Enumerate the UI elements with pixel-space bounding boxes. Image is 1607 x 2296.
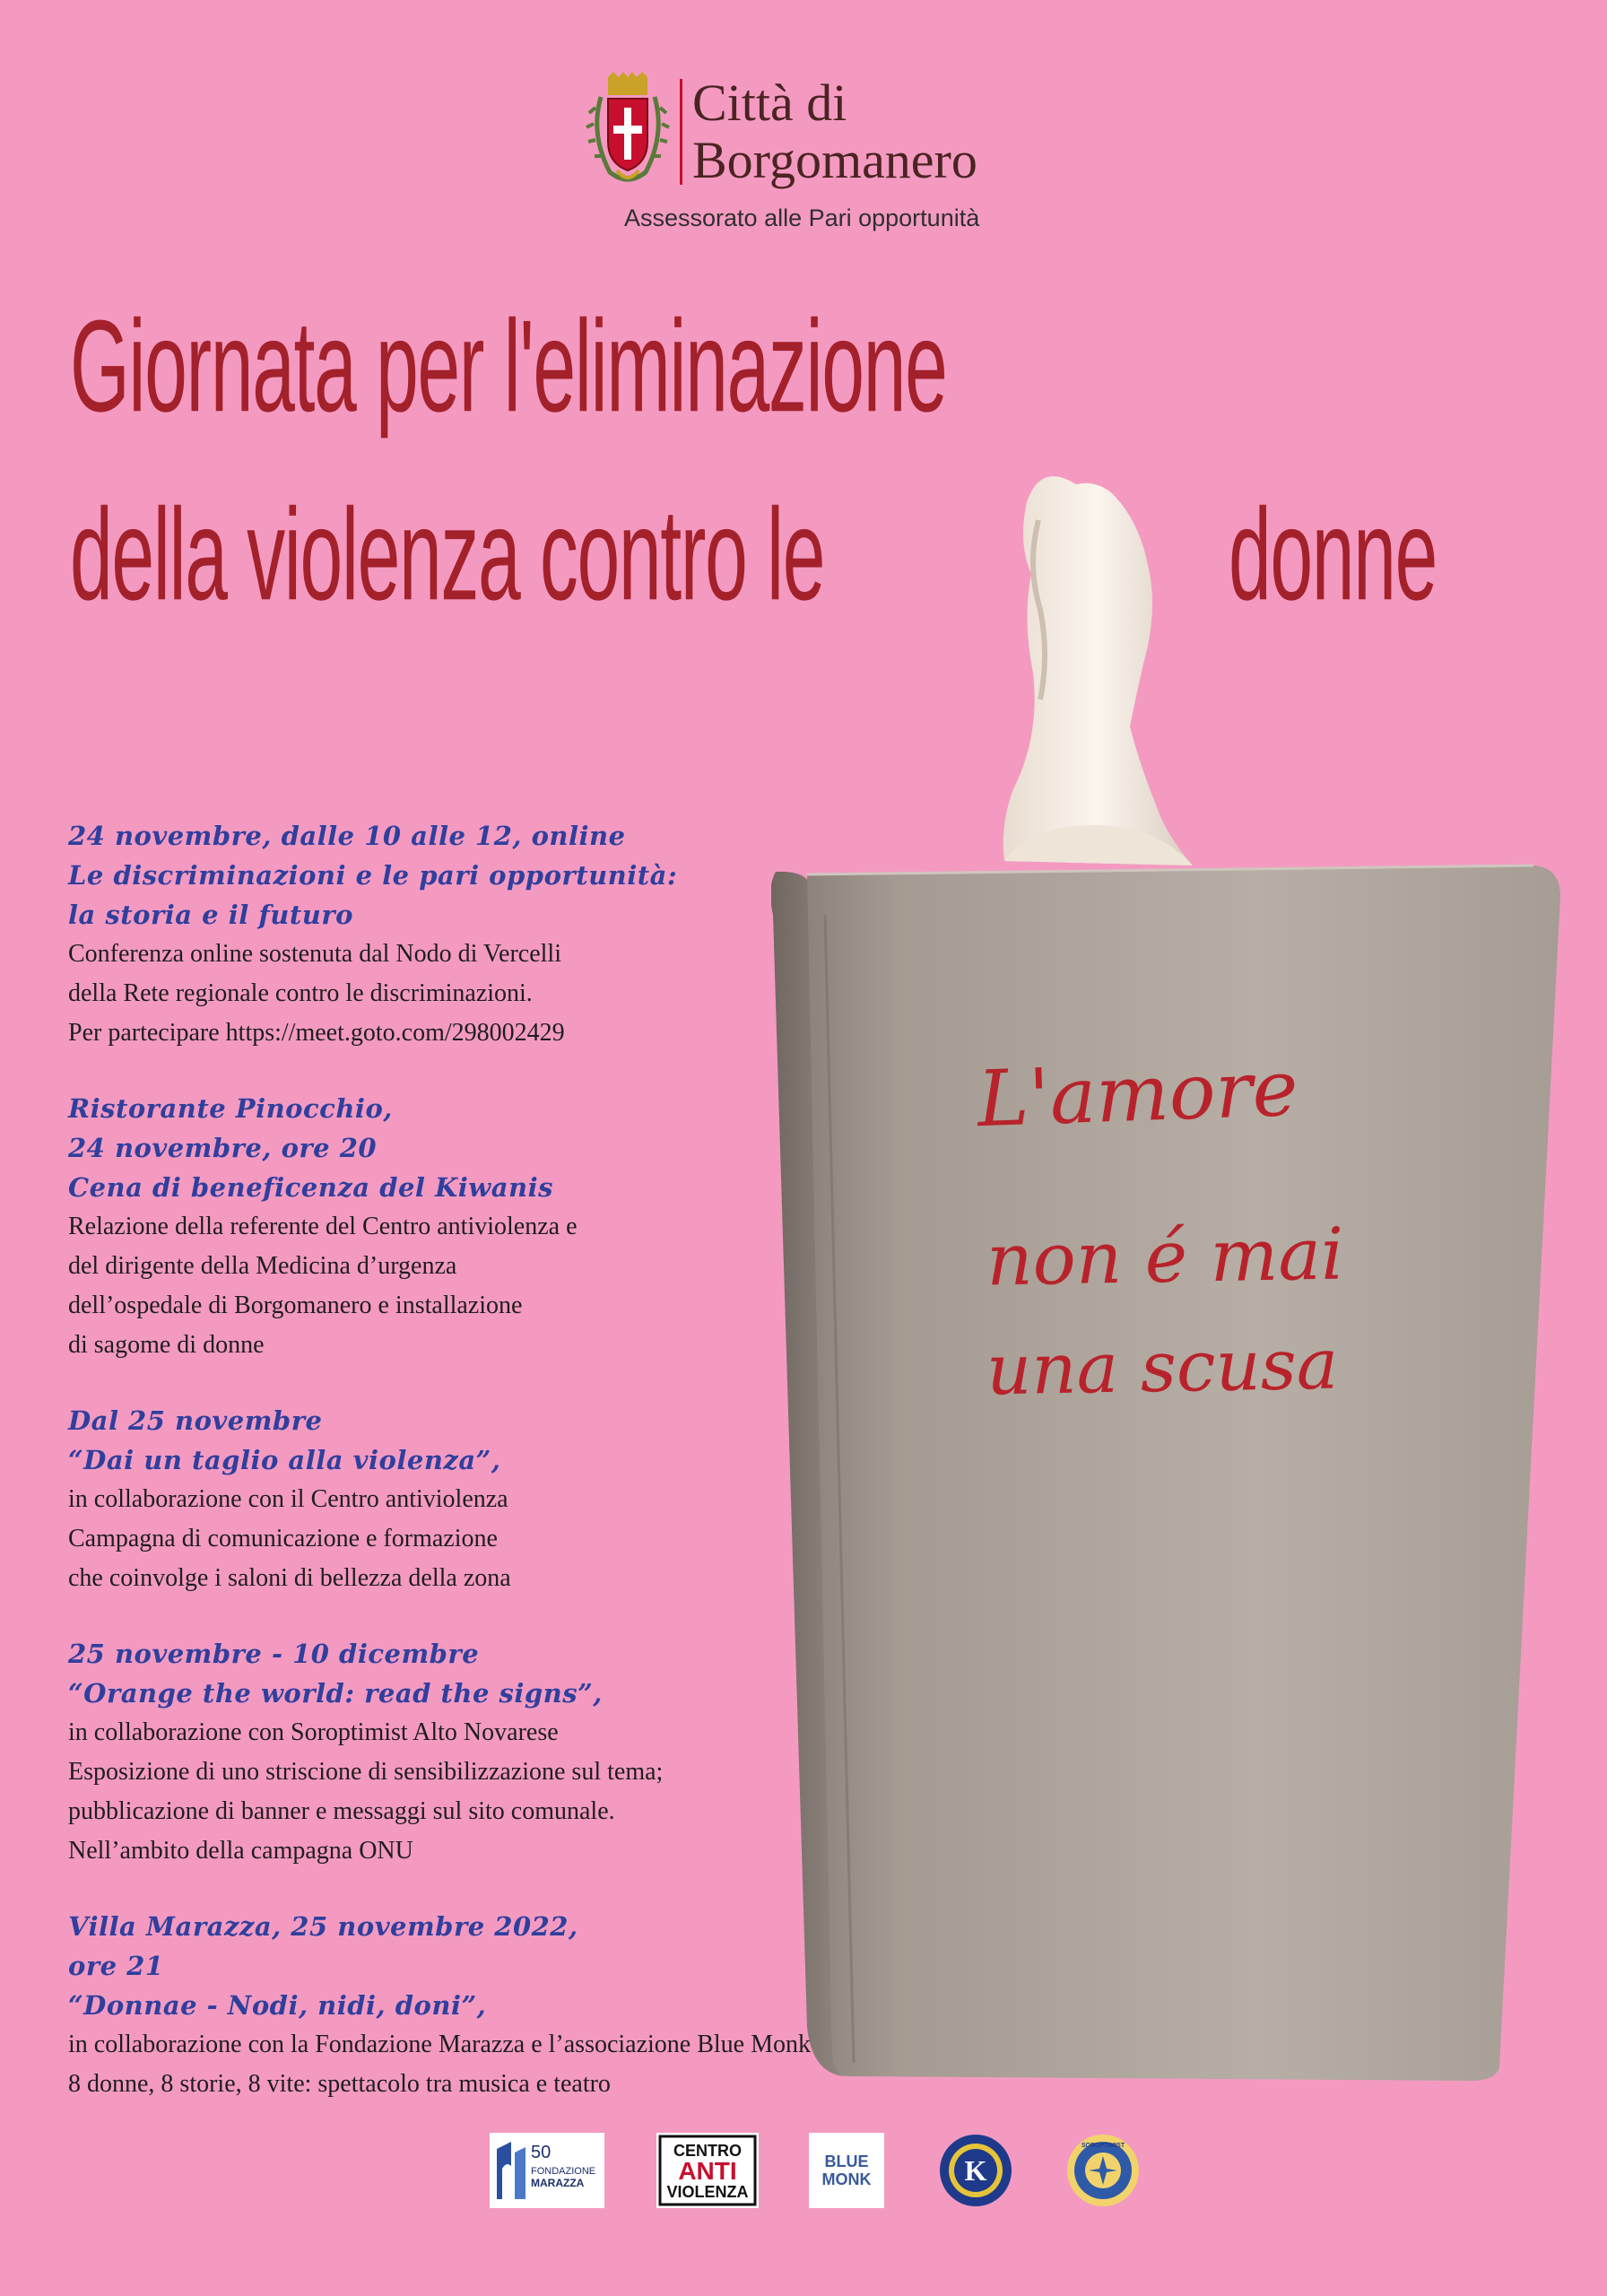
event-heading-line: “Dai un taglio alla violenza”, [68,1445,501,1475]
event-body-line: Campagna di comunicazione e formazione [68,1525,498,1552]
event-heading-line: Cena di beneficenza del Kiwanis [68,1172,553,1203]
event-show [68,1907,875,2104]
event-body-line: in collaborazione con Soroptimist Alto Novarese [68,1718,559,1746]
events-list [68,816,875,2140]
book-inscription-line2: non é mai [986,1212,1345,1302]
soroptimist-logo [1065,2133,1141,2208]
department-name: Assessorato alle Pari opportunità [624,204,980,231]
event-orange-the-world [68,1634,875,1871]
event-conference [68,816,875,1053]
centro-line1: CENTRO [673,2142,742,2160]
blue-monk-logo [809,2133,884,2208]
bluemonk-line2: MONK [821,2170,872,2188]
event-body-line: Relazione della referente del Centro antiviolenza e [68,1213,578,1240]
event-body-line: che coinvolge i saloni di bellezza della zona [68,1564,511,1592]
event-body-line: 8 donne, 8 storie, 8 vite: spettacolo tra musica e teatro [68,2070,611,2098]
event-heading-line: “Donnae - Nodi, nidi, doni”, [68,1990,487,2021]
sponsor-logos [0,2133,1607,2213]
event-body-line: in collaborazione con la Fondazione Marazza e l’associazione Blue Monk [68,2031,812,2058]
title-line3: donne [1229,481,1437,628]
event-heading-line: Villa Marazza, 25 novembre 2022, [68,1911,578,1942]
marazza-number: 50 [531,2143,552,2162]
city-name-line1: Città di [692,74,847,132]
event-body-line: Esposizione di uno striscione di sensibilizzazione sul tema; [68,1758,664,1786]
fondazione-marazza-logo [490,2133,604,2208]
event-heading-line: 24 novembre, dalle 10 alle 12, online [68,821,626,851]
centro-antiviolenza-logo [656,2133,759,2208]
event-campaign [68,1401,875,1598]
bluemonk-line1: BLUE [824,2152,869,2170]
centro-line2: ANTI [678,2157,737,2185]
marazza-line1: FONDAZIONE [531,2166,596,2177]
city-crest-icon [583,72,673,193]
kiwanis-letter: K [964,2154,987,2187]
event-body-line: pubblicazione di banner e messaggi sul sito comunale. [68,1797,615,1825]
event-heading-line: Dal 25 novembre [68,1405,323,1436]
title-line1: Giornata per l'eliminazione [70,292,947,439]
event-body-line: dell’ospedale di Borgomanero e installazione [68,1292,523,1319]
event-body-line: di sagome di donne [68,1331,265,1359]
centro-line3: VIOLENZA [666,2183,749,2201]
book-inscription-line1: L'amore [976,1043,1299,1145]
city-name-line2: Borgomanero [692,131,977,189]
event-heading-line: ore 21 [68,1951,164,1981]
event-charity-dinner [68,1089,875,1365]
event-body-line: Conferenza online sostenuta dal Nodo di Vercelli [68,940,561,968]
kiwanis-logo [938,2133,1013,2208]
event-body-line: Nell’ambito della campagna ONU [68,1837,413,1865]
event-body-line: in collaborazione con il Centro antiviolenza [68,1485,508,1513]
event-meeting-link[interactable]: Per partecipare https://meet.goto.com/298002429 [68,1019,565,1047]
event-body-line: del dirigente della Medicina d’urgenza [68,1252,457,1280]
event-heading-line: Ristorante Pinocchio, [68,1093,393,1124]
event-heading-line: 24 novembre, ore 20 [68,1133,378,1163]
book-inscription-line3: una scusa [986,1324,1340,1412]
title-line2: della violenza contro le [70,481,825,628]
marazza-line2: MARAZZA [531,2177,585,2189]
header-divider [680,79,682,185]
soroptimist-text: SOROPTIMIST [1081,2143,1125,2149]
event-heading-line: la storia e il futuro [68,900,353,930]
event-heading-line: “Orange the world: read the signs”, [68,1678,603,1709]
event-heading-line: 25 novembre - 10 dicembre [68,1639,480,1669]
city-header [583,72,1067,242]
event-body-line: della Rete regionale contro le discriminazioni. [68,979,533,1007]
event-heading-line: Le discriminazioni e le pari opportunità: [68,860,678,891]
